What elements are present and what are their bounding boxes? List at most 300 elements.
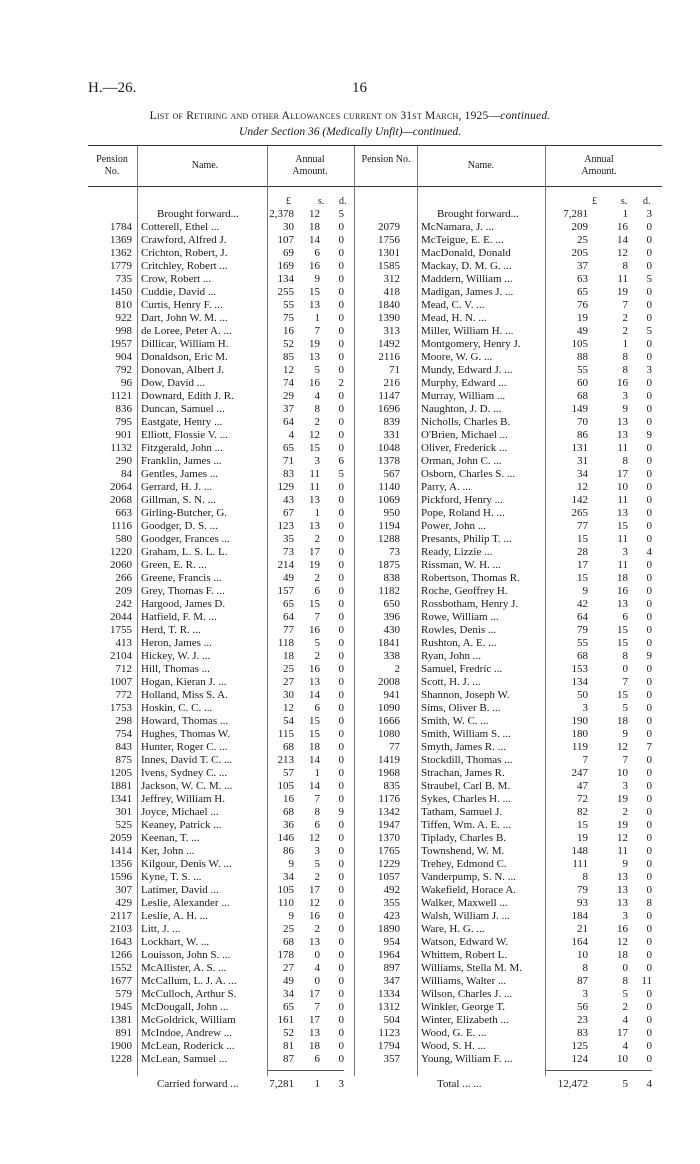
pension-number: 1596: [110, 871, 132, 883]
amount-pounds: 81: [283, 1040, 294, 1052]
amount-pence: 0: [338, 702, 344, 714]
pensioner-name: Cotterell, Ethel ...: [141, 221, 220, 233]
amount-shillings: 3: [622, 780, 628, 792]
amount-pence: 3: [646, 208, 652, 220]
amount-pounds: 50: [577, 689, 588, 701]
amount-pounds: 56: [577, 1001, 588, 1013]
amount-pence: 0: [338, 923, 344, 935]
amount-pounds: 2,378: [269, 208, 294, 220]
table-row-right: [0, 468, 700, 481]
pension-number: 839: [383, 416, 400, 428]
sum-rule: [546, 1070, 652, 1071]
amount-pence: 0: [646, 299, 652, 311]
pensioner-name: Smith, William S. ...: [421, 728, 511, 740]
amount-shillings: 6: [314, 1053, 320, 1065]
amount-pence: 0: [338, 871, 344, 883]
amount-pounds: 87: [577, 975, 588, 987]
pensioner-name: O'Brien, Michael ...: [421, 429, 508, 441]
amount-pounds: 125: [571, 1040, 588, 1052]
pension-number: 567: [383, 468, 400, 480]
amount-shillings: 17: [617, 1027, 628, 1039]
pension-number: 2044: [110, 611, 132, 623]
amount-pounds: 37: [577, 260, 588, 272]
amount-pounds: 205: [571, 247, 588, 259]
table-row-right: [0, 754, 700, 767]
amount-shillings: 2: [314, 533, 320, 545]
table-row-right: [0, 936, 700, 949]
amount-pence: 0: [646, 234, 652, 246]
table-row-right: [0, 559, 700, 572]
amount-pence: 0: [338, 741, 344, 753]
pensioner-name: Power, John ...: [421, 520, 486, 532]
amount-shillings: 7: [314, 1001, 320, 1013]
amount-pence: 0: [646, 858, 652, 870]
amount-shillings: 16: [309, 624, 320, 636]
amount-pence: 9: [338, 806, 344, 818]
amount-pounds: 47: [577, 780, 588, 792]
amount-shillings: 0: [622, 962, 628, 974]
pensioner-name: Gerrard, H. J. ...: [141, 481, 213, 493]
pension-number: 1048: [378, 442, 400, 454]
amount-shillings: 12: [309, 832, 320, 844]
amount-pounds: 82: [577, 806, 588, 818]
amount-pence: 0: [646, 923, 652, 935]
table-row-right: [0, 507, 700, 520]
amount-pounds: 64: [283, 611, 294, 623]
amount-pounds: 68: [283, 936, 294, 948]
pension-number: 875: [115, 754, 132, 766]
amount-shillings: 8: [622, 351, 628, 363]
pensioner-name: Kyne, T. S. ...: [141, 871, 202, 883]
pensioner-name: Critchley, Robert ...: [141, 260, 228, 272]
amount-pounds: 7,281: [269, 1078, 294, 1090]
table-row-right: [0, 208, 700, 221]
table-row-right: [0, 1001, 700, 1014]
pensioner-name: Walker, Maxwell ...: [421, 897, 508, 909]
pensioner-name: Osborn, Charles S. ...: [421, 468, 516, 480]
amount-pounds: 184: [571, 910, 588, 922]
pensioner-name: Murphy, Edward ...: [421, 377, 507, 389]
table-row-right: [0, 767, 700, 780]
pensioner-name: Curtis, Henry F. ...: [141, 299, 223, 311]
pensioner-name: Duncan, Samuel ...: [141, 403, 225, 415]
amount-pounds: 68: [283, 741, 294, 753]
amount-shillings: 3: [314, 845, 320, 857]
amount-pounds: 77: [283, 624, 294, 636]
amount-pence: 0: [338, 884, 344, 896]
pensioner-name: Rowles, Denis ...: [421, 624, 497, 636]
amount-pence: 0: [646, 754, 652, 766]
pensioner-name: Leslie, Alexander ...: [141, 897, 230, 909]
pension-number: 1342: [378, 806, 400, 818]
amount-shillings: 6: [314, 585, 320, 597]
amount-pence: 0: [338, 962, 344, 974]
table-row-right: [0, 1053, 700, 1066]
amount-pence: 0: [338, 221, 344, 233]
pensioner-name: Hill, Thomas ...: [141, 663, 210, 675]
pensioner-name: Maddern, William ...: [421, 273, 513, 285]
pension-number: 1194: [378, 520, 400, 532]
amount-pounds: 34: [283, 871, 294, 883]
pension-number: 313: [383, 325, 400, 337]
pensioner-name: Crawford, Alfred J.: [141, 234, 227, 246]
amount-pence: 0: [646, 312, 652, 324]
pension-number: 2008: [378, 676, 400, 688]
pensioner-name: Mead, H. N. ...: [421, 312, 487, 324]
unit-pence: d.: [339, 196, 347, 207]
pensioner-name: Smyth, James R. ...: [421, 741, 506, 753]
amount-pence: 5: [646, 325, 652, 337]
pension-number: 209: [115, 585, 132, 597]
amount-shillings: 2: [622, 312, 628, 324]
amount-pence: 0: [646, 1014, 652, 1026]
pension-number: 650: [383, 598, 400, 610]
pension-number: 1900: [110, 1040, 132, 1052]
amount-pence: 0: [338, 260, 344, 272]
amount-pounds: 30: [283, 689, 294, 701]
amount-shillings: 7: [622, 754, 628, 766]
amount-shillings: 4: [622, 1040, 628, 1052]
table-row-right: [0, 897, 700, 910]
pension-number: 810: [115, 299, 132, 311]
pension-number: 1964: [378, 949, 400, 961]
amount-pence: 0: [338, 663, 344, 675]
table-row-right: [0, 728, 700, 741]
amount-pence: 0: [338, 572, 344, 584]
pension-number: 504: [383, 1014, 400, 1026]
pension-number: 1301: [378, 247, 400, 259]
pensioner-name: Keenan, T. ...: [141, 832, 200, 844]
amount-shillings: 11: [617, 845, 628, 857]
pension-number: 1765: [378, 845, 400, 857]
pensioner-name: Goodger, Frances ...: [141, 533, 230, 545]
amount-shillings: 16: [309, 910, 320, 922]
pension-number: 891: [115, 1027, 132, 1039]
amount-pence: 0: [338, 832, 344, 844]
table-row-right: [0, 520, 700, 533]
amount-shillings: 5: [622, 988, 628, 1000]
pensioner-name: Young, William F. ...: [421, 1053, 513, 1065]
pension-number: 1229: [378, 858, 400, 870]
amount-pence: 0: [338, 1040, 344, 1052]
amount-pence: 2: [338, 377, 344, 389]
amount-shillings: 13: [309, 520, 320, 532]
amount-shillings: 12: [309, 897, 320, 909]
amount-pounds: 52: [283, 338, 294, 350]
amount-pence: 0: [646, 637, 652, 649]
pension-number: 1968: [378, 767, 400, 779]
pensioner-name: Rissman, W. H. ...: [421, 559, 501, 571]
table-row-right: [0, 494, 700, 507]
amount-shillings: 15: [309, 598, 320, 610]
amount-pounds: 209: [571, 221, 588, 233]
pensioner-name: Parry, A. ...: [421, 481, 471, 493]
header-top-rule: [88, 145, 662, 146]
pensioner-name: Litt, J. ...: [141, 923, 181, 935]
pension-number: 1696: [378, 403, 400, 415]
pensioner-name: Holland, Miss S. A.: [141, 689, 228, 701]
pensioner-name: McLean, Roderick ...: [141, 1040, 235, 1052]
amount-shillings: 6: [622, 611, 628, 623]
amount-pence: 0: [646, 611, 652, 623]
amount-shillings: 12: [617, 741, 628, 753]
amount-pence: 0: [338, 273, 344, 285]
amount-shillings: 8: [622, 650, 628, 662]
table-row-right: [0, 351, 700, 364]
amount-pounds: 77: [577, 520, 588, 532]
table-row-right: [0, 546, 700, 559]
amount-pence: 0: [338, 715, 344, 727]
table-row-right: [0, 481, 700, 494]
amount-pence: 0: [646, 494, 652, 506]
pensioner-name: Miller, William H. ...: [421, 325, 514, 337]
pension-number: 84: [121, 468, 132, 480]
table-row-right: [0, 949, 700, 962]
amount-pence: 0: [646, 845, 652, 857]
amount-pounds: 178: [277, 949, 294, 961]
amount-pounds: 129: [277, 481, 294, 493]
amount-shillings: 2: [314, 923, 320, 935]
amount-pounds: 15: [577, 819, 588, 831]
amount-pounds: 180: [571, 728, 588, 740]
amount-pence: 0: [338, 442, 344, 454]
pensioner-name: Townshend, W. M.: [421, 845, 505, 857]
amount-pence: 0: [338, 429, 344, 441]
amount-shillings: 15: [617, 689, 628, 701]
amount-pounds: 37: [283, 403, 294, 415]
amount-pence: 0: [646, 598, 652, 610]
amount-pence: 0: [646, 936, 652, 948]
pensioner-name: Trehey, Edmond C.: [421, 858, 507, 870]
table-row-right: [0, 884, 700, 897]
amount-pence: 7: [646, 741, 652, 753]
amount-pence: 0: [646, 1001, 652, 1013]
pensioner-name: Green, E. R. ...: [141, 559, 207, 571]
amount-pence: 0: [646, 689, 652, 701]
amount-pence: 0: [338, 780, 344, 792]
amount-pence: 0: [338, 1014, 344, 1026]
pension-number: 792: [115, 364, 132, 376]
pensioner-name: Winter, Elizabeth ...: [421, 1014, 509, 1026]
amount-pounds: 15: [577, 572, 588, 584]
amount-pounds: 65: [283, 442, 294, 454]
pension-number: 1228: [110, 1053, 132, 1065]
amount-shillings: 19: [309, 338, 320, 350]
pensioner-name: Crow, Robert ...: [141, 273, 212, 285]
pension-number: 355: [383, 897, 400, 909]
amount-pounds: 255: [277, 286, 294, 298]
amount-shillings: 2: [622, 1001, 628, 1013]
amount-pence: 0: [338, 793, 344, 805]
amount-pence: 0: [338, 247, 344, 259]
amount-pence: 0: [338, 1001, 344, 1013]
amount-pence: 0: [338, 676, 344, 688]
pensioner-name: Rushton, A. E. ...: [421, 637, 497, 649]
amount-pence: 0: [646, 416, 652, 428]
amount-pounds: 142: [571, 494, 588, 506]
amount-pounds: 72: [577, 793, 588, 805]
unit-pounds: £: [286, 196, 291, 207]
amount-shillings: 13: [309, 351, 320, 363]
amount-pounds: 105: [571, 338, 588, 350]
amount-pounds: 68: [283, 806, 294, 818]
amount-pounds: 134: [571, 676, 588, 688]
pensioner-name: Greene, Francis ...: [141, 572, 222, 584]
amount-pence: 0: [646, 832, 652, 844]
amount-shillings: 12: [617, 247, 628, 259]
amount-pence: 0: [646, 507, 652, 519]
amount-pounds: 12,472: [557, 1078, 588, 1090]
amount-shillings: 3: [622, 390, 628, 402]
table-row-right: [0, 1078, 700, 1091]
amount-shillings: 8: [622, 260, 628, 272]
amount-shillings: 0: [314, 975, 320, 987]
pension-number: 1779: [110, 260, 132, 272]
pension-number: 772: [115, 689, 132, 701]
amount-pence: 0: [646, 715, 652, 727]
amount-pence: 0: [338, 312, 344, 324]
pensioner-name: Kilgour, Denis W. ...: [141, 858, 232, 870]
pensioner-name: Leslie, A. H. ...: [141, 910, 208, 922]
pension-number: 1007: [110, 676, 132, 688]
amount-shillings: 12: [309, 429, 320, 441]
amount-pounds: 71: [283, 455, 294, 467]
pensioner-name: Wood, G. E. ...: [421, 1027, 487, 1039]
pension-number: 1945: [110, 1001, 132, 1013]
amount-pounds: 8: [582, 871, 588, 883]
pension-number: 1123: [378, 1027, 400, 1039]
amount-shillings: 13: [617, 507, 628, 519]
amount-shillings: 5: [314, 637, 320, 649]
pension-number: 754: [115, 728, 132, 740]
amount-pounds: 9: [288, 858, 294, 870]
amount-shillings: 10: [617, 481, 628, 493]
amount-pence: 0: [646, 767, 652, 779]
amount-pounds: 27: [283, 962, 294, 974]
amount-pounds: 64: [283, 416, 294, 428]
amount-pounds: 7,281: [563, 208, 588, 220]
table-row-right: [0, 689, 700, 702]
pension-number: 1419: [378, 754, 400, 766]
amount-pounds: 190: [571, 715, 588, 727]
amount-shillings: 9: [622, 403, 628, 415]
amount-pounds: 65: [283, 598, 294, 610]
amount-pence: 0: [338, 286, 344, 298]
amount-shillings: 15: [309, 715, 320, 727]
table-row-right: [0, 1040, 700, 1053]
amount-pounds: 65: [283, 1001, 294, 1013]
pension-number: 1312: [378, 1001, 400, 1013]
pension-number: 1881: [110, 780, 132, 792]
pensioner-name: Keaney, Patrick ...: [141, 819, 222, 831]
pension-number: 1552: [110, 962, 132, 974]
pensioner-name: Roche, Geoffrey H.: [421, 585, 508, 597]
amount-pounds: 119: [571, 741, 588, 753]
col-head-name: Name.: [191, 160, 219, 171]
amount-pounds: 25: [283, 663, 294, 675]
amount-shillings: 16: [309, 377, 320, 389]
pension-number: 396: [383, 611, 400, 623]
amount-shillings: 6: [314, 819, 320, 831]
pensioner-name: Donaldson, Eric M.: [141, 351, 228, 363]
amount-pounds: 55: [283, 299, 294, 311]
pension-number: 1334: [378, 988, 400, 1000]
amount-shillings: 13: [617, 429, 628, 441]
amount-pounds: 105: [277, 780, 294, 792]
pensioner-name: Sims, Oliver B. ...: [421, 702, 501, 714]
amount-pence: 11: [641, 975, 652, 987]
pensioner-name: Tiffen, Wm. A. E. ...: [421, 819, 511, 831]
pension-number: 1753: [110, 702, 132, 714]
col-head-name-right: Name.: [467, 160, 495, 171]
amount-pence: 0: [646, 390, 652, 402]
pensioner-name: Grey, Thomas F. ...: [141, 585, 225, 597]
pensioner-name: Oliver, Frederick ...: [421, 442, 508, 454]
amount-shillings: 0: [314, 949, 320, 961]
amount-pounds: 49: [283, 975, 294, 987]
table-row-right: [0, 585, 700, 598]
pension-number: 429: [115, 897, 132, 909]
table-row-right: [0, 611, 700, 624]
amount-pence: 0: [338, 559, 344, 571]
amount-pence: 0: [338, 533, 344, 545]
amount-shillings: 14: [309, 234, 320, 246]
amount-pence: 9: [646, 429, 652, 441]
pension-number: 663: [115, 507, 132, 519]
pensioner-name: Sykes, Charles H. ...: [421, 793, 511, 805]
amount-shillings: 15: [617, 637, 628, 649]
amount-pence: 0: [646, 962, 652, 974]
pensioner-name: Mackay, D. M. G. ...: [421, 260, 512, 272]
amount-shillings: 4: [622, 1014, 628, 1026]
pension-number: 2117: [110, 910, 132, 922]
table-row-right: [0, 663, 700, 676]
pensioner-name: Lockhart, W. ...: [141, 936, 210, 948]
pensioner-name: Ryan, John ...: [421, 650, 482, 662]
pensioner-name: Cuddie, David ...: [141, 286, 217, 298]
pension-number: 954: [383, 936, 400, 948]
amount-pounds: 12: [283, 702, 294, 714]
pension-number: 1069: [378, 494, 400, 506]
amount-pence: 0: [646, 377, 652, 389]
document-reference: H.—26.: [88, 80, 137, 96]
table-row-right: [0, 1027, 700, 1040]
pensioner-name: Hoskin, C. C. ...: [141, 702, 213, 714]
amount-pence: 0: [646, 910, 652, 922]
amount-shillings: 13: [309, 1027, 320, 1039]
amount-shillings: 8: [314, 403, 320, 415]
amount-pence: 0: [338, 598, 344, 610]
table-row-right: [0, 676, 700, 689]
amount-pounds: 10: [577, 949, 588, 961]
pensioner-name: Pope, Roland H. ...: [421, 507, 505, 519]
amount-pounds: 18: [283, 650, 294, 662]
pension-number: 1756: [378, 234, 400, 246]
pension-number: 1205: [110, 767, 132, 779]
header-bottom-rule: [88, 186, 662, 187]
pension-number: 266: [115, 572, 132, 584]
pensioner-name: Howard, Thomas ...: [141, 715, 229, 727]
amount-pence: 0: [338, 507, 344, 519]
col-head-annual-amount: Annual Amount.: [292, 154, 328, 177]
pension-number: 922: [115, 312, 132, 324]
amount-shillings: 13: [617, 416, 628, 428]
amount-pence: 0: [646, 663, 652, 675]
pensioner-name: McNamara, J. ...: [421, 221, 495, 233]
amount-pounds: 19: [577, 312, 588, 324]
unit-shillings-right: s.: [621, 196, 628, 207]
pensioner-name: Hickey, W. J. ...: [141, 650, 211, 662]
